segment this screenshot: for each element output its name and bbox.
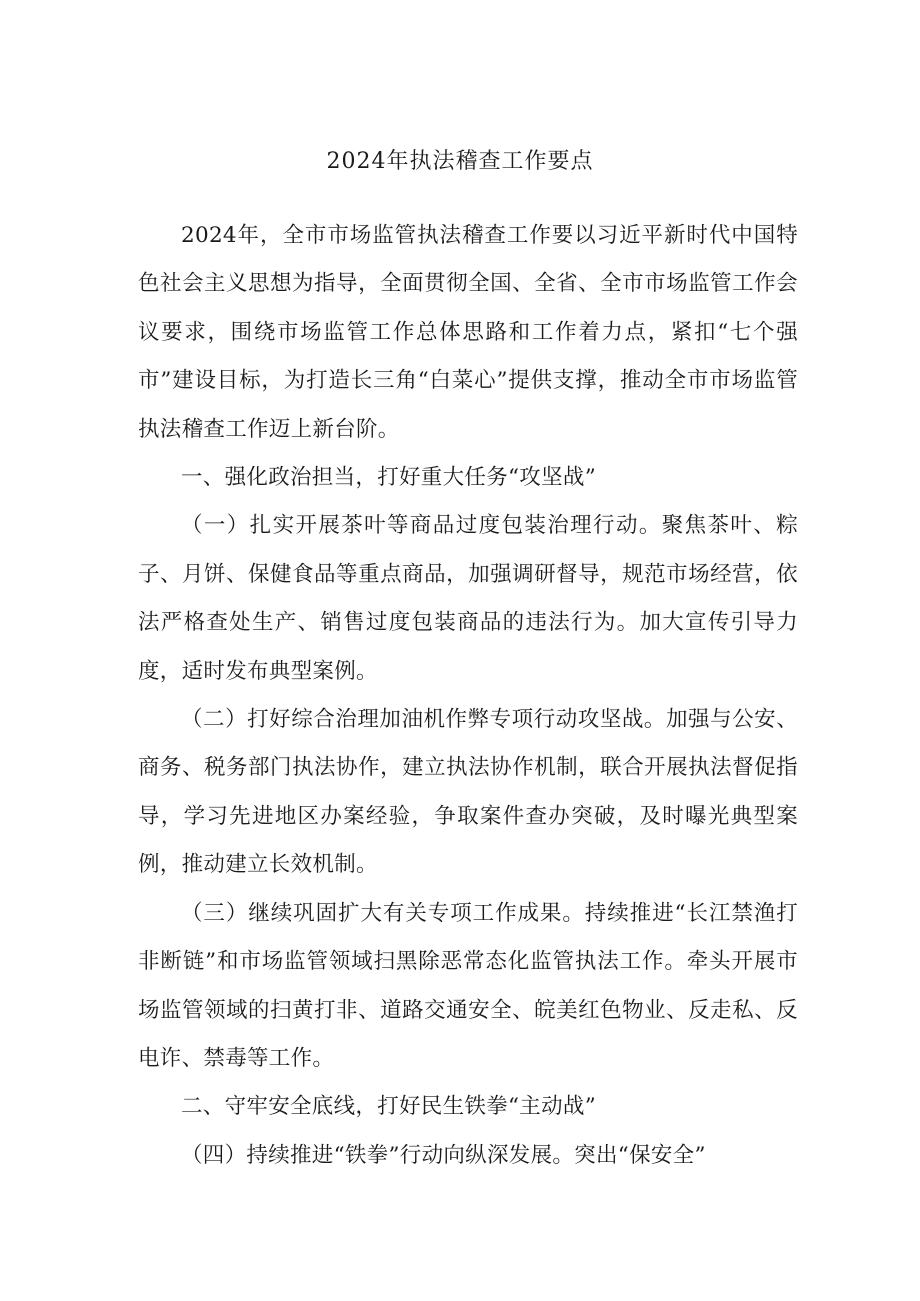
document-title: 2024年执法稽查工作要点 <box>326 149 594 174</box>
paragraph-intro: 2024年，全市市场监管执法稽查工作要以习近平新时代中国特色社会主义思想为指导，全面贯彻全国、全省、全市市场监管工作会议要求，围绕市场监管工作总体思路和工作着力点，紧扣“七个强市”建设目标，为打造长三角“白菜心”提供支撑，推动全市市场监管执法稽查工作迈上新台阶。 <box>138 223 798 442</box>
paragraph-item-3: （三）继续巩固扩大有关专项工作成果。持续推进“长江禁渔打非断链”和市场监管领域扫黑除恶常态化监管执法工作。牵头开展市场监管领域的扫黄打非、道路交通安全、皖美红色物业、反走私、反电诈、禁毒等工作。 <box>138 900 798 1071</box>
paragraph-item-2: （二）打好综合治理加油机作弊专项行动攻坚战。加强与公安、商务、税务部门执法协作，建立执法协作机制，联合开展执法督促指导，学习先进地区办案经验，争取案件查办突破，及时曝光典型案例，推动建立长效机制。 <box>138 707 798 878</box>
section-heading-1: 一、强化政治担当，打好重大任务“攻坚战” <box>181 465 596 491</box>
document-body <box>138 212 798 1180</box>
paragraph-item-1: （一）扎实开展茶叶等商品过度包装治理行动。聚焦茶叶、粽子、月饼、保健食品等重点商品，加强调研督导，规范市场经营，依法严格查处生产、销售过度包装商品的违法行为。加大宣传引导力度，适时发布典型案例。 <box>138 513 798 684</box>
paragraph-item-4: （四）持续推进“铁拳”行动向纵深发展。突出“保安全” <box>181 1142 706 1168</box>
section-heading-2: 二、守牢安全底线，打好民生铁拳“主动战” <box>181 1094 596 1120</box>
